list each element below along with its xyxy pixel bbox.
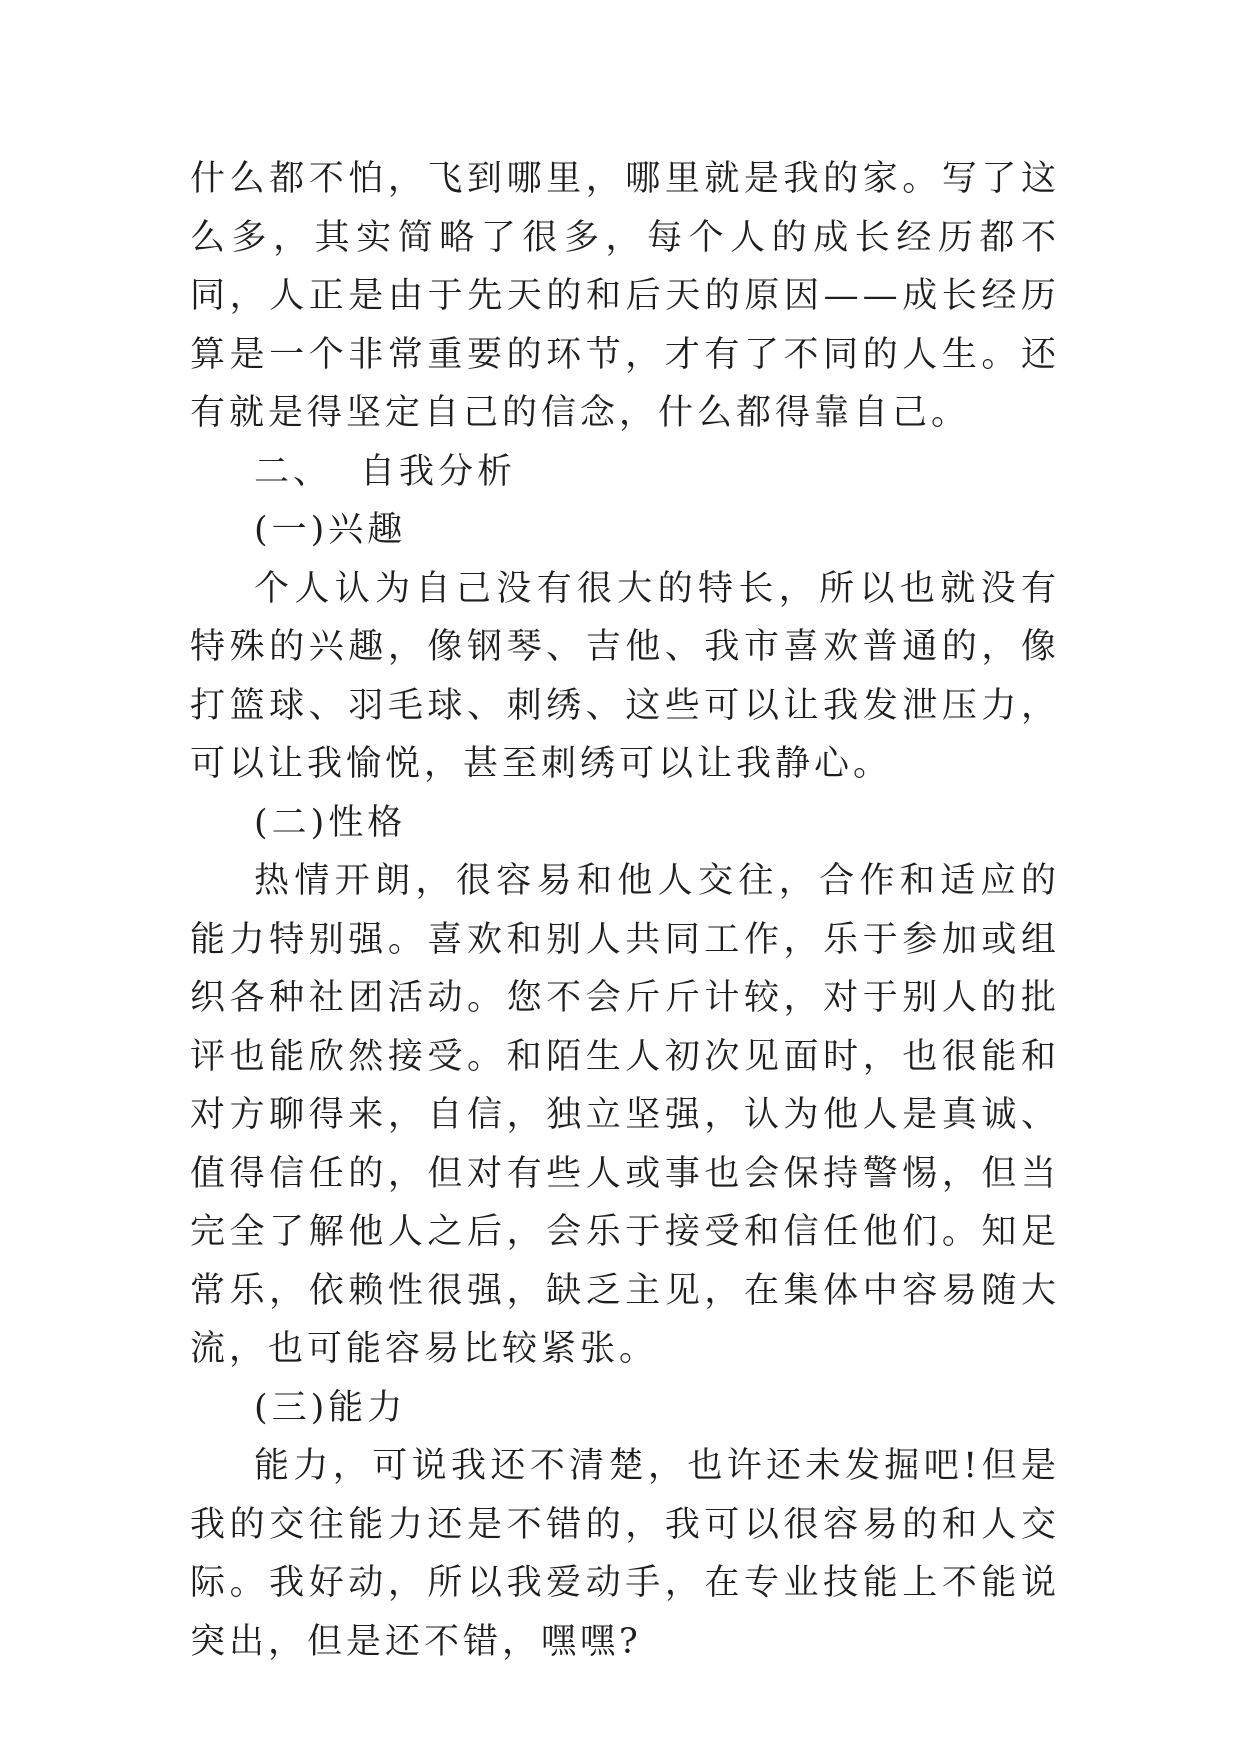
section-title: 自我分析 — [360, 451, 517, 492]
section-heading-self-analysis — [190, 443, 1060, 502]
subheading-interest: (一)兴趣 — [254, 510, 407, 550]
interest-paragraph: 个人认为自己没有很大的特长，所以也就没有特殊的兴趣，像钢琴、吉他、我市喜欢普通的，像打篮球、羽毛球、刺绣、这些可以让我发泄压力，可以让我愉悦，甚至刺绣可以让我静心。 — [190, 568, 1060, 784]
section-number: 二、 — [254, 451, 333, 492]
subheading-personality: (二)性格 — [254, 802, 407, 843]
subheading-ability: (三)能力 — [254, 1387, 407, 1428]
ability-paragraph: 能力，可说我还不清楚，也许还未发掘吧!但是我的交往能力还是不错的，我可以很容易的和人交际。我好动，所以我爱动手，在专业技能上不能说突出，但是还不错，嘿嘿? — [190, 1446, 1060, 1662]
intro-paragraph: 什么都不怕，飞到哪里，哪里就是我的家。写了这么多，其实简略了很多，每个人的成长经历都不同，人正是由于先天的和后天的原因——成长经历算是一个非常重要的环节，才有了不同的人生。还有就是得坚定自己的信念，什么都得靠自己。 — [190, 159, 1060, 433]
document-body — [190, 150, 1060, 1671]
personality-paragraph: 热情开朗，很容易和他人交往，合作和适应的能力特别强。喜欢和别人共同工作，乐于参加或组织各种社团活动。您不会斤斤计较，对于别人的批评也能欣然接受。和陌生人初次见面时，也很能和对方聊得来，自信，独立坚强，认为他人是真诚、值得信任的，但对有些人或事也会保持警惕，但当完全了解他人之后，会乐于接受和信任他们。知足常乐，依赖性很强，缺乏主见，在集体中容易随大流，也可能容易比较紧张。 — [190, 861, 1060, 1369]
